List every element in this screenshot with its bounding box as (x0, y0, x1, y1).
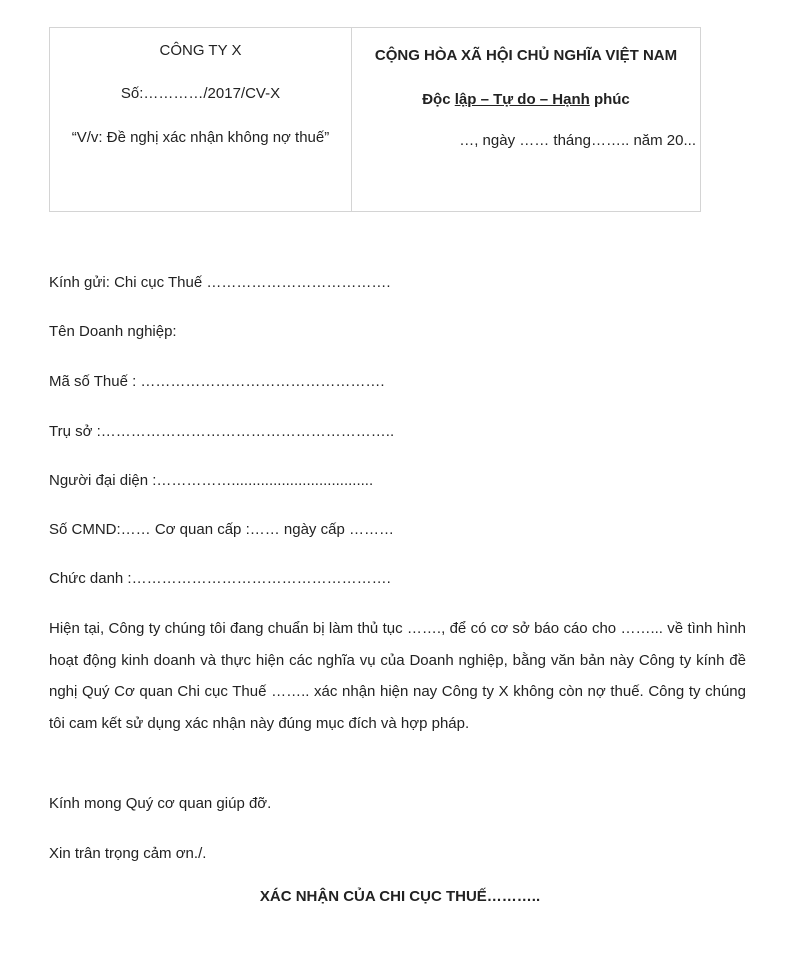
company-name: CÔNG TY X (159, 42, 242, 59)
header-table (49, 27, 701, 212)
position-field: Chức danh :……………………………………………. (49, 570, 391, 587)
head-office-field: Trụ sở :………………………………………………….. (49, 423, 395, 440)
document-number: Số:…………/2017/CV-X (120, 85, 281, 102)
national-title: CỘNG HÒA XÃ HỘI CHỦ NGHĨA VIỆT NAM (374, 47, 678, 64)
body-paragraph: Hiện tại, Công ty chúng tôi đang chuẩn bị làm thủ tục ……., để có cơ sở báo cáo cho ……... về tình hình hoạt động kinh doanh và thực hiện các nghĩa vụ của Doanh nghiệp, bằng văn bản này Công ty kính đề nghị Quý Cơ quan Chi cục Thuế …….. xác nhận hiện nay Công ty X không còn nợ thuế. Công ty chúng tôi cam kết sử dụng xác nhận này đúng mục đích và hợp pháp. (49, 620, 746, 732)
id-card-field: Số CMND:…… Cơ quan cấp :…… ngày cấp ……… (49, 521, 394, 538)
representative-field: Người đại diện :…………….................................. (49, 472, 374, 489)
document-subject: “V/v: Đề nghị xác nhận không nợ thuế” (71, 129, 330, 146)
date-line: …, ngày …… tháng…….. năm 20... (459, 132, 696, 149)
recipient-line: Kính gửi: Chi cục Thuế ………………………………. (49, 274, 391, 291)
motto-suffix: phúc (589, 91, 630, 108)
request-line: Kính mong Quý cơ quan giúp đỡ. (49, 795, 272, 812)
thanks-line: Xin trân trọng cảm ơn./. (49, 845, 207, 862)
company-name-field: Tên Doanh nghiệp: (49, 323, 177, 340)
motto-underlined: lập – Tự do – Hạnh (454, 91, 590, 108)
header-left-cell (50, 28, 352, 211)
header-right-cell (352, 28, 700, 211)
motto-prefix: Độc (422, 91, 455, 108)
confirmation-title: XÁC NHẬN CỦA CHI CỤC THUẾ……….. (259, 888, 541, 905)
tax-code-field: Mã số Thuế : …………………………………………. (49, 373, 385, 390)
national-motto (352, 91, 700, 108)
